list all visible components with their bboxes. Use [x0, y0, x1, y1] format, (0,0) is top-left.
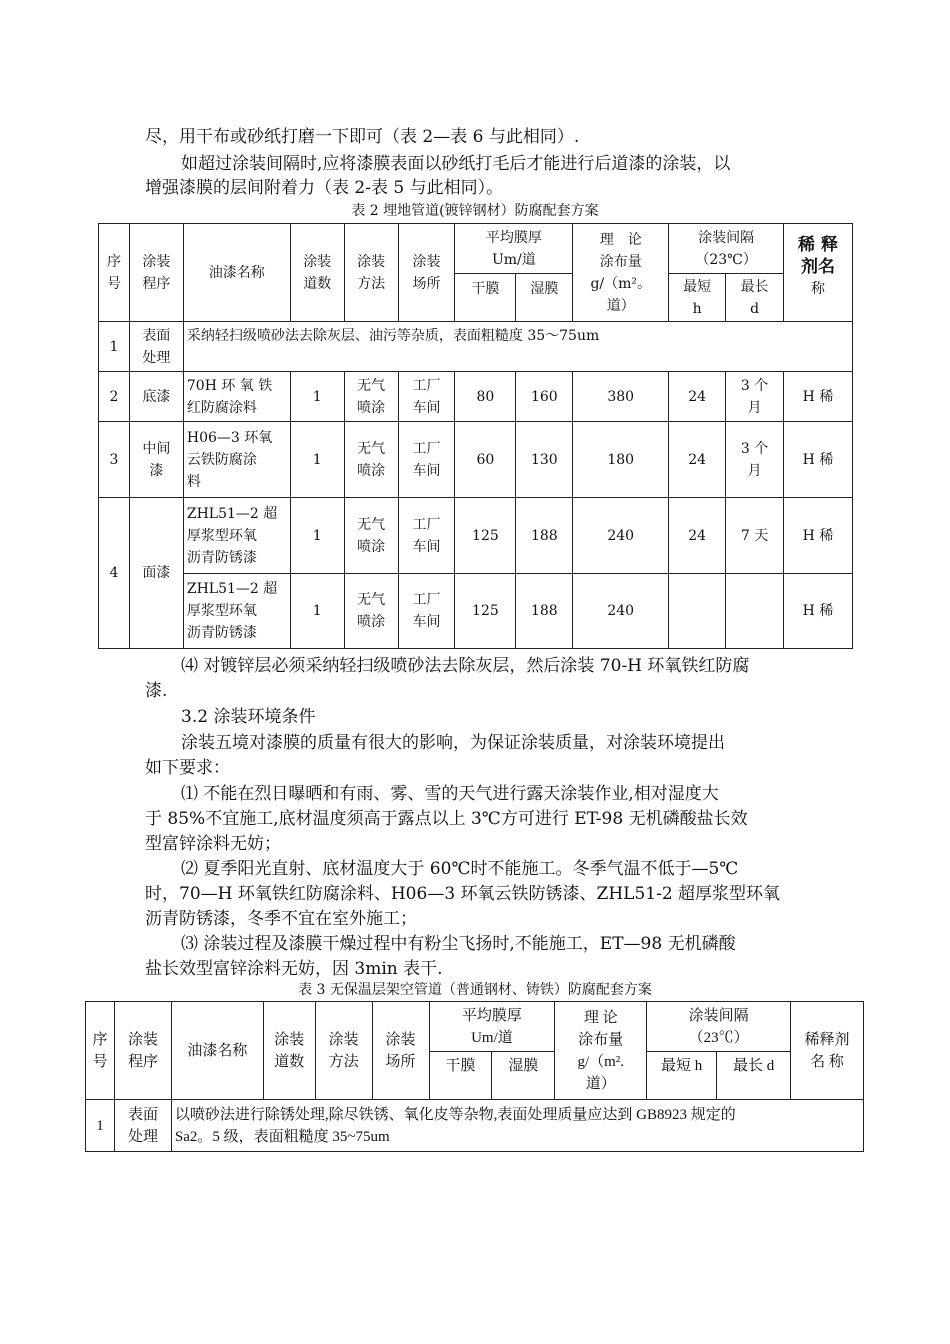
paragraph-line: 漆. — [145, 681, 168, 701]
cell-place: 工厂 车间 — [398, 574, 455, 649]
cell-wet: 160 — [516, 372, 573, 422]
paragraph-line: 如超过涂装间隔时,应将漆膜表面以砂纸打毛后才能进行后道漆的涂装，以 — [181, 154, 731, 174]
col-header-passes: 涂装 道数 — [263, 1002, 315, 1100]
col-header-method: 涂装 方法 — [315, 1002, 372, 1100]
paragraph-line: 尽，用干布或砂纸打磨一下即可（表 2—表 6 与此相同）. — [145, 127, 580, 147]
col-header-procedure: 涂装 程序 — [114, 1002, 171, 1100]
cell-thinner: H 稀 — [784, 574, 853, 649]
paragraph-line: 沥青防锈漆，冬季不宜在室外施工； — [145, 909, 417, 929]
cell-paint-name: ZHL51—2 超 厚浆型环氧 沥青防锈漆 — [183, 498, 290, 574]
cell-method: 无气 喷涂 — [344, 574, 398, 649]
cell-place: 工厂 车间 — [398, 372, 455, 422]
cell-seq: 2 — [99, 372, 130, 422]
cell-paint-name: 70H 环 氧 铁 红防腐涂料 — [183, 372, 290, 422]
cell-paint-name: H06—3 环氧 云铁防腐涂 料 — [183, 422, 290, 498]
col-header-dry-film: 干膜 — [429, 1052, 492, 1100]
table-row — [86, 1100, 864, 1152]
cell-thinner: H 稀 — [784, 422, 853, 498]
cell-passes: 1 — [290, 574, 344, 649]
col-header-seq: 序 号 — [86, 1002, 115, 1100]
col-header-paint-name: 油漆名称 — [171, 1002, 263, 1100]
cell-dry: 60 — [455, 422, 516, 498]
col-header-film-thickness: 平均膜厚 Um/道 — [429, 1002, 555, 1052]
cell-seq: 1 — [86, 1100, 115, 1152]
cell-min — [669, 574, 726, 649]
table3 — [85, 1001, 864, 1152]
cell-min: 24 — [669, 498, 726, 574]
cell-max: 7 天 — [726, 498, 784, 574]
cell-passes: 1 — [290, 422, 344, 498]
cell-procedure: 面漆 — [129, 498, 183, 649]
table-row — [99, 422, 853, 498]
cell-paint-name: ZHL51—2 超 厚浆型环氧 沥青防锈漆 — [183, 574, 290, 649]
cell-theory: 240 — [573, 498, 669, 574]
table2-caption: 表 2 埋地管道(镀锌钢材）防腐配套方案 — [351, 203, 599, 219]
cell-wet: 130 — [516, 422, 573, 498]
cell-theory: 380 — [573, 372, 669, 422]
col-header-wet-film: 湿膜 — [516, 274, 573, 322]
col-header-theory-coverage: 理 论 涂布量 g/（m²。 道） — [573, 224, 669, 322]
cell-method: 无气 喷涂 — [344, 422, 398, 498]
col-header-thinner: 稀 释 剂名 称 — [784, 224, 853, 322]
cell-seq: 1 — [99, 322, 130, 372]
section-heading: 3.2 涂装环境条件 — [181, 707, 316, 727]
col-header-interval: 涂装间隔 （23℃） — [647, 1002, 791, 1052]
cell-max — [726, 574, 784, 649]
cell-passes: 1 — [290, 372, 344, 422]
col-header-film-thickness: 平均膜厚 Um/道 — [455, 224, 573, 274]
col-header-place: 涂装 场所 — [398, 224, 455, 322]
table3-caption: 表 3 无保温层架空管道（普通钢材、铸铁）防腐配套方案 — [298, 982, 652, 998]
paragraph-line: ⑶ 涂装过程及漆膜干燥过程中有粉尘飞扬时,不能施工，ET—98 无机磷酸 — [181, 934, 736, 954]
cell-seq: 3 — [99, 422, 130, 498]
col-header-min-interval: 最短 h — [647, 1052, 717, 1100]
table-row — [99, 574, 853, 649]
cell-theory: 240 — [573, 574, 669, 649]
col-header-seq: 序 号 — [99, 224, 130, 322]
col-header-max-interval: 最长 d — [726, 274, 784, 322]
cell-wet: 188 — [516, 498, 573, 574]
cell-wet: 188 — [516, 574, 573, 649]
cell-method: 无气 喷涂 — [344, 372, 398, 422]
cell-max: 3 个 月 — [726, 372, 784, 422]
paragraph-line: ⑷ 对镀锌层必须采纳轻扫级喷砂法去除灰层，然后涂装 70-H 环氧铁红防腐 — [181, 656, 750, 676]
cell-dry: 125 — [455, 574, 516, 649]
cell-thinner: H 稀 — [784, 372, 853, 422]
paragraph-line: 涂装五境对漆膜的质量有很大的影响，为保证涂装质量，对涂装环境提出 — [181, 733, 725, 753]
cell-passes: 1 — [290, 498, 344, 574]
paragraph-line: 型富锌涂料无妨； — [145, 834, 281, 854]
table-row — [99, 322, 853, 372]
cell-procedure: 表面 处理 — [114, 1100, 171, 1152]
cell-method: 无气 喷涂 — [344, 498, 398, 574]
paragraph-line: ⑵ 夏季阳光直射、底材温度大于 60℃时不能施工。冬季气温不低于—5℃ — [181, 859, 739, 879]
cell-dry: 125 — [455, 498, 516, 574]
col-header-min-interval: 最短 h — [669, 274, 726, 322]
col-header-dry-film: 干膜 — [455, 274, 516, 322]
paragraph-line: 时，70—H 环氧铁红防腐涂料、H06—3 环氧云铁防锈漆、ZHL51-2 超厚浆型环氧 — [145, 884, 781, 904]
col-header-passes: 涂装 道数 — [290, 224, 344, 322]
cell-min: 24 — [669, 422, 726, 498]
cell-surface-treatment: 以喷砂法进行除锈处理,除尽铁锈、氧化皮等杂物,表面处理质量应达到 GB8923 规定的 Sa2。5 级，表面粗糙度 35~75um — [171, 1100, 863, 1152]
cell-max: 3 个 月 — [726, 422, 784, 498]
table2 — [98, 223, 853, 649]
cell-theory: 180 — [573, 422, 669, 498]
cell-place: 工厂 车间 — [398, 422, 455, 498]
cell-min: 24 — [669, 372, 726, 422]
col-header-wet-film: 湿膜 — [492, 1052, 555, 1100]
cell-thinner: H 稀 — [784, 498, 853, 574]
cell-procedure: 中间 漆 — [129, 422, 183, 498]
col-header-theory-coverage: 理 论 涂布量 g/（m². 道） — [555, 1002, 647, 1100]
col-header-method: 涂装 方法 — [344, 224, 398, 322]
paragraph-line: 增强漆膜的层间附着力（表 2-表 5 与此相同）。 — [145, 178, 504, 198]
col-header-place: 涂装 场所 — [372, 1002, 429, 1100]
cell-place: 工厂 车间 — [398, 498, 455, 574]
cell-procedure: 表面 处理 — [129, 322, 183, 372]
col-header-procedure: 涂装 程序 — [129, 224, 183, 322]
cell-procedure: 底漆 — [129, 372, 183, 422]
paragraph-line: 盐长效型富锌涂料无妨，因 3min 表干. — [145, 959, 443, 979]
paragraph-line: 于 85%不宜施工,底材温度须高于露点以上 3℃方可进行 ET-98 无机磷酸盐长效 — [145, 809, 748, 829]
col-header-paint-name: 油漆名称 — [183, 224, 290, 322]
col-header-max-interval: 最长 d — [717, 1052, 791, 1100]
cell-seq: 4 — [99, 498, 130, 649]
table-row — [99, 372, 853, 422]
col-header-interval: 涂装间隔 （23℃） — [669, 224, 784, 274]
paragraph-line: ⑴ 不能在烈日曝晒和有雨、雾、雪的天气进行露天涂装作业,相对湿度大 — [181, 784, 719, 804]
cell-surface-treatment: 采纳轻扫级喷砂法去除灰层、油污等杂质，表面粗糙度 35～75um — [183, 322, 852, 372]
paragraph-line: 如下要求： — [145, 758, 230, 778]
cell-dry: 80 — [455, 372, 516, 422]
col-header-thinner: 稀释剂 名 称 — [791, 1002, 864, 1100]
table-row — [99, 498, 853, 574]
